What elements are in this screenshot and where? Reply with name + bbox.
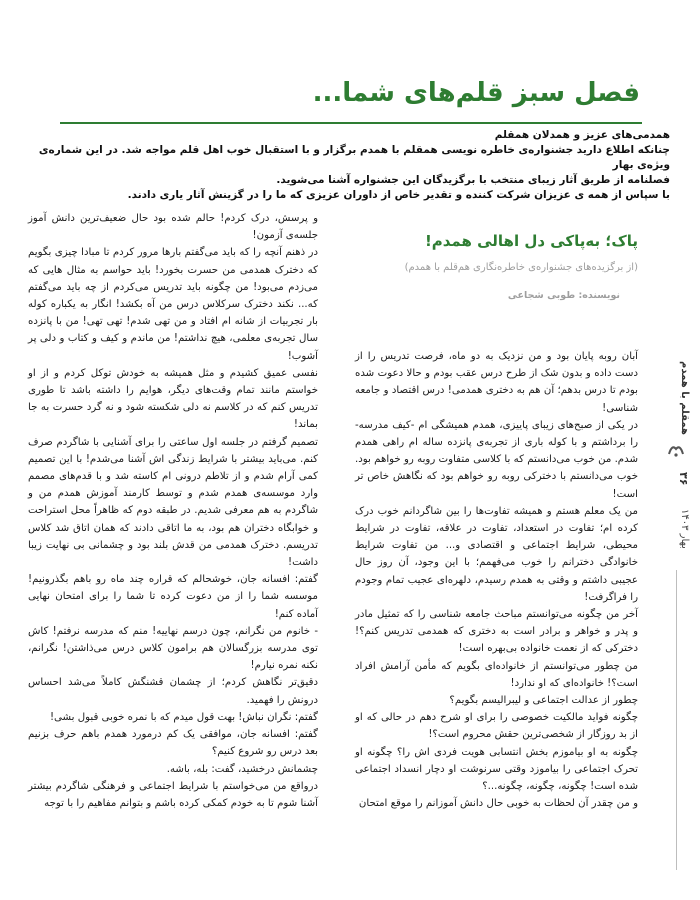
article-title: پاک؛ به‌پاکی دل اهالی همدم! <box>424 232 638 250</box>
paragraph: آخر من چگونه می‌توانستم مباحث جامعه شناسی را که تمثیل مادر و پدر و خواهر و برادر است به دختری که همدمی تدریس کنم؟! دخترکی که از نعمت خانواده بی‌بهره است! <box>355 609 638 655</box>
article-column-left <box>28 210 318 812</box>
page-title: فصل سبز قلم‌های شما... <box>312 78 640 108</box>
title-divider <box>60 122 642 124</box>
page-number: ۳۶ <box>677 472 690 486</box>
paragraph: گفتم: افسانه جان، خوشحالم که قراره چند ماه رو باهم بگذرونیم! موسسه شما را از من دعوت کرده تا شما را برای امتحان نهایی آماده کنم! <box>28 574 318 620</box>
article-column-right <box>355 348 638 812</box>
paragraph: گفتم: نگران نباش! بهت قول میدم که با نمره خوبی قبول بشی! <box>49 711 318 723</box>
intro-greeting: همدمی‌های عزیز و همدلان همقلم <box>494 129 670 141</box>
paragraph: - خانوم من نگرانم، چون درسم نهاییه! منم که مدرسه نرفتم! کاش توی مدرسه بزرگسالان هم برامون کلاس درس می‌ذاشتن! نگرانم، نکنه نمره نیارم! <box>28 625 318 672</box>
issue-label: بهار ۱۴۰۳ <box>679 509 690 549</box>
paragraph: نفسی عمیق کشیدم و مثل همیشه به خودش توکل کردم و از او خواستم مانند تمام وقت‌های دیگر، هوایم را داشته باشد تا طوری تدریس کنم که در کلاسم نه دلی شکسته شود و نه گرد حسرت به جا بماند! <box>28 367 318 431</box>
intro-line: فصلنامه از طریق آثار زیبای منتخب با برگزیدگان این جشنواره آشنا می‌شوید. <box>276 174 670 186</box>
intro-line: چنانکه اطلاع دارید جشنواره‌ی خاطره نویسی همقلم با همدم برگزار و با استقبال خوب اهل قلم مواجه شد. در این شماره‌ی ویژه‌ی بهار <box>38 144 670 171</box>
paragraph: چطور از عدالت اجتماعی و لیبرالیسم بگویم؟ <box>449 695 638 707</box>
paragraph: چگونه به او بیاموزم بخش انتسابی هویت فردی اش را؟ چگونه او تحرک اجتماعی را بیاموزد وقتی سرنوشت او دچار انسداد اجتماعی شده است! چگونه، چگونه، چگونه...؟ <box>355 746 638 793</box>
paragraph: من یک معلم هستم و همیشه تفاوت‌ها را بین شاگردانم خوب درک کرده ام؛ تفاوت در استعداد، تفاوت در علاقه، تفاوت در شرایط محیطی، شرایط اجتماعی و اقتصادی و... من تفاوت شرایط خانوادگی دخترانم را خوب می‌فهمم؛ با این وجود، آن روز حال عجیبی داشتم و وقتی به همدم رسیدم، دلهره‌ای عجیب تمام وجودم را فراگرفت! <box>355 505 638 603</box>
paragraph: من چطور می‌توانستم از خانواده‌ای بگویم که مأمن آرامش افراد است؟! خانواده‌ای که او ندارد! <box>355 660 638 689</box>
paragraph: در ذهنم آنچه را که باید می‌گفتم بارها مرور کردم تا مبادا چیزی بگویم که دخترک همدمی من حسرت بخورد! باید حواسم به مثال هایی که می‌زدم می‌بود! من چگونه باید تدریس می‌کردم از چه باید می‌گفتم که... نکند دخترک سرکلاس درس من آه بکشد! انگار به یکباره کوله بار تجربیات از شانه ام افتاد و من تهی شدم! تهی تهی! من با پانزده سال تجربه‌ی معلمی، هیچ نداشتم! من ماندم و کیف و کتاب و دلی پر آشوب! <box>28 247 318 362</box>
sidebar <box>662 360 690 570</box>
article-author: نویسنده: طوبی شجاعی <box>507 290 620 301</box>
hamdam-logo-icon <box>666 440 686 462</box>
article-subtitle: (از برگزیده‌های جشنواره‌ی خاطره‌نگاری هم‌قلم با همدم) <box>404 262 638 273</box>
magazine-brand: همقلم با همدم <box>679 360 690 435</box>
paragraph: تصمیم گرفتم در جلسه اول ساعتی را برای آشنایی با شاگردم صرف کنم. می‌باید بیشتر با شرایط زندگی اش آشنا می‌شدم! با این تصمیم کمی آرام شدم و از تلاطم درونی ام کاسته شد و با قدم‌های مصمم وارد موسسه‌ی همدم شدم و توسط کارمند آموزش همدم من و شاگردم به هم معرفی شدیم. در طبقه دوم که ظاهراً محل استراحت و خوابگاه دختران هم بود، به ما اتاقی دادند که همان اتاق شد کلاس تدریسم. دخترک همدمی من قدش بلند بود و چشمانی بی نهایت زیبا داشت! <box>28 436 318 569</box>
paragraph: در یکی از صبح‌های زیبای پاییزی، همدم همیشگی ام -کیف مدرسه- را برداشتم و با کوله باری از تجربه‌ی پانزده ساله ام راهی همدم شدم. من خوب می‌دانستم که با کلاسی متفاوت روبه رو خواهم بود. خوب می‌دانستم با دخترکی روبه رو خواهم بود که نگاهش خاص تر است! <box>355 419 638 500</box>
paragraph: چشمانش درخشید، گفت: بله، باشه. <box>166 763 318 775</box>
paragraph: و من چقدر آن لحظات به خوبی حال دانش آموزانم را موقع امتحان <box>358 798 638 810</box>
intro-line: با سپاس از همه ی عزیزان شرکت کننده و تقدیر خاص از داوران عزیزی که ما را در گزینش آثار یاری دادند. <box>127 189 670 201</box>
paragraph: آبان روبه پایان بود و من نزدیک به دو ماه، فرصت تدریس را از دست داده و بدون شک از طرح درس عقب بودم و حالا دعوت شده بودم تا درس بدهم؛ آن هم به دختری همدمی! درس اقتصاد و جامعه شناسی! <box>355 351 638 414</box>
paragraph: دقیق‌تر نگاهش کردم؛ از چشمان قشنگش کاملاً می‌شد احساس درونش را فهمید. <box>28 677 318 706</box>
paragraph: درواقع من می‌خواستم با شرایط اجتماعی و فرهنگی شاگردم بیشتر آشنا شوم تا به خودم کمکی کرده باشم و بتوانم مفاهیم را با توجه <box>28 780 318 809</box>
intro-block <box>30 128 670 203</box>
paragraph: چگونه فواید مالکیت خصوصی را برای او شرح دهم در حالی که او از بد روزگار از شخصی‌ترین حقش محروم است؟! <box>355 712 638 741</box>
sidebar-divider <box>676 570 677 870</box>
paragraph: گفتم: افسانه جان، موافقی یک کم درمورد همدم باهم حرف بزنیم بعد درس رو شروع کنیم؟ <box>28 729 318 758</box>
paragraph: و پرسش، درک کردم! حالم شده بود حال ضعیف‌ترین دانش آموز جلسه‌ی آزمون! <box>28 213 318 242</box>
